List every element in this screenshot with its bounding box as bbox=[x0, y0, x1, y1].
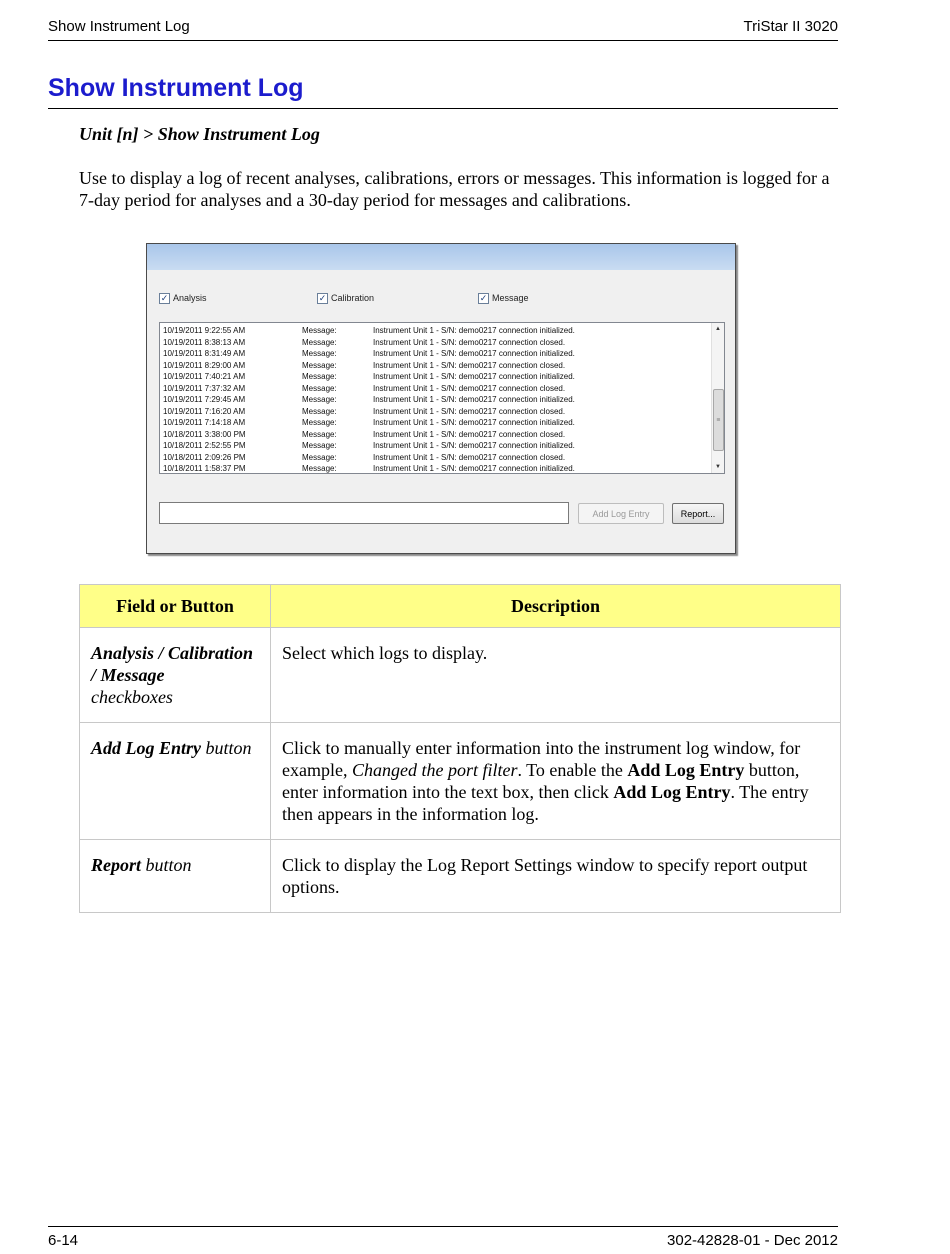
log-row-text: Instrument Unit 1 - S/N: demo0217 connection closed. bbox=[373, 360, 566, 370]
header-right-text: TriStar II 3020 bbox=[743, 18, 838, 35]
window-title-bar bbox=[147, 244, 735, 270]
table-cell-description: Click to manually enter information into the instrument log window, for example, Changed the port filter. To enable the Add Log Entry button, enter information into the text box, then click Add Log Entry. The entry then appears in the information log. bbox=[271, 723, 841, 840]
log-row-type: Message: bbox=[302, 441, 337, 450]
table-cell-description: Click to display the Log Report Settings window to specify report output options. bbox=[271, 840, 841, 913]
window-body bbox=[147, 270, 735, 553]
log-scrollbar[interactable] bbox=[711, 323, 724, 473]
log-row-time: 10/18/2011 2:09:26 PM bbox=[163, 452, 246, 462]
add-log-entry-button[interactable]: Add Log Entry bbox=[578, 503, 664, 524]
log-row-type: Message: bbox=[302, 326, 337, 335]
checkmark-icon: ✓ bbox=[160, 292, 169, 303]
report-button[interactable]: Report... bbox=[672, 503, 724, 524]
table-header-field: Field or Button bbox=[80, 585, 271, 628]
log-row-time: 10/19/2011 7:37:32 AM bbox=[163, 383, 246, 393]
log-row-text: Instrument Unit 1 - S/N: demo0217 connection initialized. bbox=[373, 441, 575, 450]
table-cell-field: Analysis / Calibration / Message checkboxes bbox=[80, 628, 271, 723]
log-row-type: Message: bbox=[302, 337, 337, 347]
table-cell-field: Report button bbox=[80, 840, 271, 913]
log-row-type: Message: bbox=[302, 464, 337, 473]
log-row-type: Message: bbox=[302, 372, 337, 381]
checkmark-icon: ✓ bbox=[479, 292, 488, 303]
log-row-time: 10/19/2011 8:29:00 AM bbox=[163, 360, 246, 370]
log-row-type: Message: bbox=[302, 395, 337, 404]
running-footer bbox=[48, 1226, 838, 1251]
table-row bbox=[80, 840, 841, 913]
table-header-description: Description bbox=[271, 585, 841, 628]
header-left-text: Show Instrument Log bbox=[48, 18, 190, 35]
table-header-row bbox=[80, 585, 841, 628]
log-row-time: 10/19/2011 9:22:55 AM bbox=[163, 326, 246, 335]
table-row bbox=[80, 628, 841, 723]
calibration-checkbox[interactable] bbox=[317, 291, 374, 305]
table-cell-field: Add Log Entry button bbox=[80, 723, 271, 840]
log-row-text: Instrument Unit 1 - S/N: demo0217 connection initialized. bbox=[373, 349, 575, 358]
instrument-log-window bbox=[146, 243, 736, 554]
intro-paragraph: Use to display a log of recent analyses, calibrations, errors or messages. This information is logged for a 7-day period for analyses and a 30-day period for messages and calibrations. bbox=[79, 168, 830, 210]
analysis-checkbox[interactable] bbox=[159, 291, 207, 305]
log-row-time: 10/19/2011 7:16:20 AM bbox=[163, 406, 246, 416]
log-row-type: Message: bbox=[302, 429, 337, 439]
log-row-text: Instrument Unit 1 - S/N: demo0217 connection initialized. bbox=[373, 464, 575, 473]
scroll-down-arrow-icon[interactable]: ▼ bbox=[715, 464, 721, 470]
log-row-text: Instrument Unit 1 - S/N: demo0217 connection closed. bbox=[373, 406, 566, 416]
log-row-time: 10/19/2011 8:38:13 AM bbox=[163, 337, 246, 347]
log-row-text: Instrument Unit 1 - S/N: demo0217 connection closed. bbox=[373, 337, 566, 347]
scroll-thumb[interactable]: ≡ bbox=[713, 389, 724, 451]
document-number: 302-42828-01 - Dec 2012 bbox=[667, 1232, 838, 1249]
log-row-text: Instrument Unit 1 - S/N: demo0217 connection closed. bbox=[373, 383, 566, 393]
table-row bbox=[80, 723, 841, 840]
log-list[interactable] bbox=[159, 322, 725, 474]
log-row-text: Instrument Unit 1 - S/N: demo0217 connection initialized. bbox=[373, 372, 575, 381]
log-row-text: Instrument Unit 1 - S/N: demo0217 connection initialized. bbox=[373, 418, 575, 427]
log-row-time: 10/18/2011 2:52:55 PM bbox=[163, 441, 246, 450]
message-checkbox-label: Message bbox=[492, 293, 529, 303]
log-row-time: 10/19/2011 7:14:18 AM bbox=[163, 418, 246, 427]
log-row-text: Instrument Unit 1 - S/N: demo0217 connection initialized. bbox=[373, 395, 575, 404]
running-header bbox=[48, 18, 838, 41]
analysis-checkbox-label: Analysis bbox=[173, 293, 207, 303]
log-row-time: 10/18/2011 3:38:00 PM bbox=[163, 429, 246, 439]
table-cell-description: Select which logs to display. bbox=[271, 628, 841, 723]
log-row-type: Message: bbox=[302, 418, 337, 427]
message-checkbox[interactable] bbox=[478, 291, 529, 305]
page-number: 6-14 bbox=[48, 1232, 79, 1249]
log-row-time: 10/18/2011 1:58:37 PM bbox=[163, 464, 246, 473]
log-row-text: Instrument Unit 1 - S/N: demo0217 connection closed. bbox=[373, 452, 566, 462]
checkmark-icon: ✓ bbox=[318, 292, 327, 303]
log-row-type: Message: bbox=[302, 452, 337, 462]
log-row-text: Instrument Unit 1 - S/N: demo0217 connection closed. bbox=[373, 429, 566, 439]
scroll-up-arrow-icon[interactable]: ▲ bbox=[715, 326, 721, 332]
log-entry-input[interactable] bbox=[159, 502, 569, 524]
log-row-time: 10/19/2011 7:40:21 AM bbox=[163, 372, 246, 381]
log-row-time: 10/19/2011 8:31:49 AM bbox=[163, 349, 246, 358]
log-row-type: Message: bbox=[302, 349, 337, 358]
log-row-type: Message: bbox=[302, 406, 337, 416]
log-row-time: 10/19/2011 7:29:45 AM bbox=[163, 395, 246, 404]
menu-path: Unit [n] > Show Instrument Log bbox=[79, 124, 320, 144]
log-row-type: Message: bbox=[302, 360, 337, 370]
log-row-type: Message: bbox=[302, 383, 337, 393]
log-row-text: Instrument Unit 1 - S/N: demo0217 connection initialized. bbox=[373, 326, 575, 335]
section-title: Show Instrument Log bbox=[48, 74, 838, 109]
calibration-checkbox-label: Calibration bbox=[331, 293, 375, 303]
field-description-table bbox=[79, 584, 841, 913]
